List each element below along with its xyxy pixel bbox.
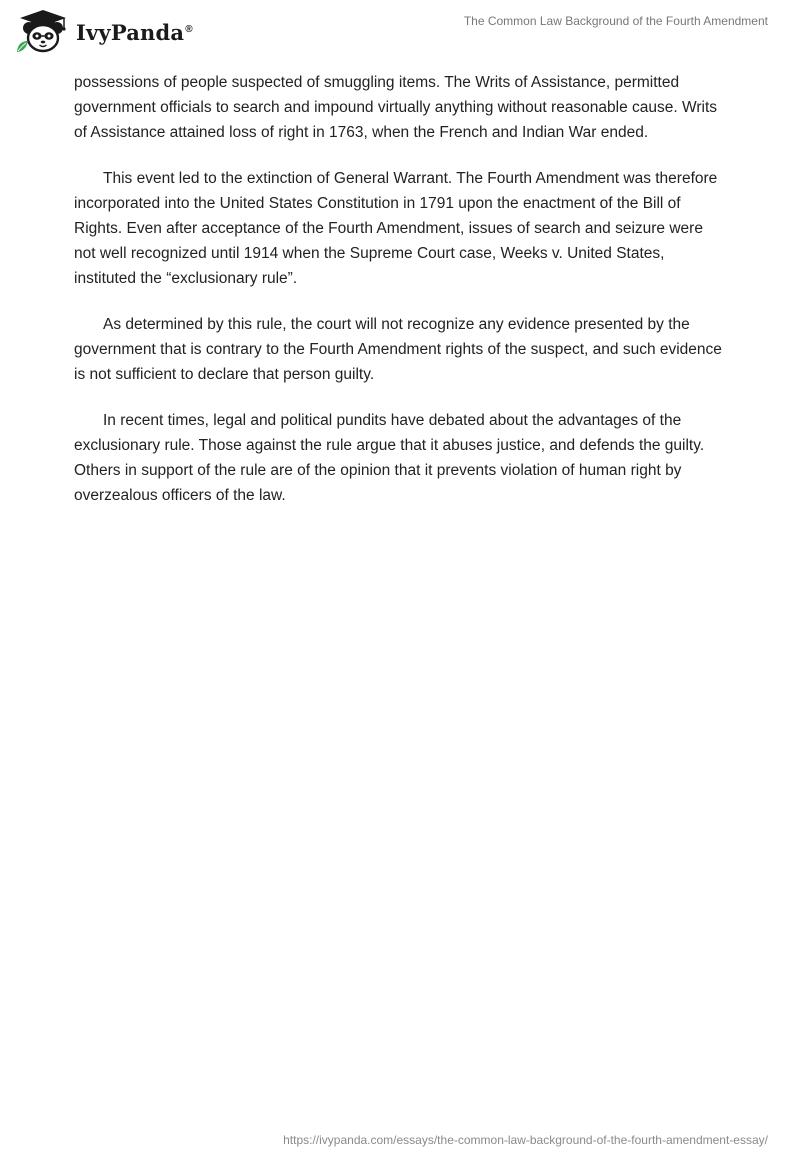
paragraph: As determined by this rule, the court will not recognize any evidence presented by the government that is contrary to the Fourth Amendment rights of the suspect, and such evidence is not sufficient to declare that person guilty.: [74, 316, 722, 383]
source-url[interactable]: https://ivypanda.com/essays/the-common-law-background-of-the-fourth-amendment-essay/: [283, 1133, 768, 1147]
logo-wordmark: [76, 20, 193, 45]
paragraph: In recent times, legal and political pundits have debated about the advantages of the exclusionary rule. Those against the rule argue that it abuses justice, and defends the guilty. Others in support of the rule are of the opinion that it prevents violation of human right by overzealous officers of the law.: [74, 412, 705, 504]
running-title: The Common Law Background of the Fourth Amendment: [463, 14, 768, 28]
page-header: [0, 0, 800, 64]
essay-body: [74, 70, 724, 529]
registered-mark: ®: [185, 23, 193, 35]
logo-name: IvyPanda: [76, 19, 185, 45]
ivypanda-logo[interactable]: [14, 8, 193, 54]
panda-graduate-icon: [14, 8, 72, 54]
paragraph-continued: possessions of people suspected of smuggling items. The Writs of Assistance, permitted government officials to search and impound virtually anything without reasonable cause. Writs of Assistance attained loss of right in 1763, when the French and Indian War ended.: [74, 74, 718, 141]
paragraph: This event led to the extinction of General Warrant. The Fourth Amendment was therefore incorporated into the United States Constitution in 1791 upon the enactment of the Bill of Rights. Even after acceptance of the Fourth Amendment, issues of search and seizure were not well recognized until 1914 when the Supreme Court case, Weeks v. United States, instituted the “exclusionary rule”.: [74, 170, 718, 287]
